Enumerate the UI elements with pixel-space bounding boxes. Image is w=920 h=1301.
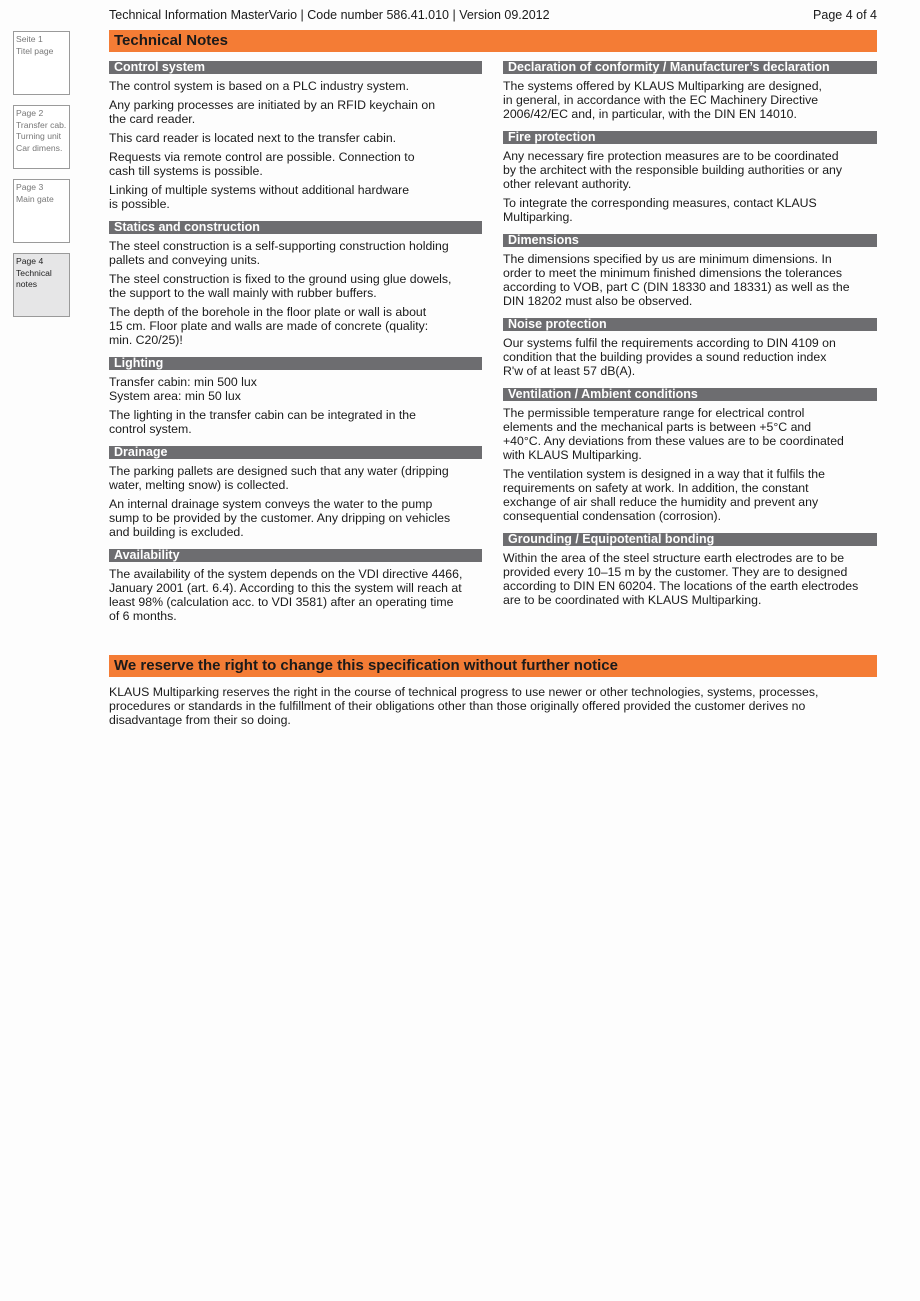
section-availability	[109, 549, 482, 623]
paragraph: The depth of the borehole in the floor plate or wall is about 15 cm. Floor plate and walls are made of concrete (quality: min. C20/25)!	[109, 305, 429, 347]
section-statics	[109, 221, 482, 347]
nav-page-label: Technical notes	[16, 267, 52, 289]
nav-page-number: Page 2	[16, 108, 44, 118]
nav-page-4[interactable]	[13, 253, 70, 317]
paragraph: To integrate the corresponding measures, contact KLAUS Multiparking.	[503, 196, 817, 224]
section-title: Statics and construction	[109, 221, 482, 234]
section-dimensions	[503, 234, 877, 308]
section-title: Fire protection	[503, 131, 877, 144]
paragraph: The control system is based on a PLC industry system.	[109, 79, 410, 93]
nav-page-number: Page 4	[16, 256, 44, 266]
nav-page-label: Transfer cab. Turning unit Car dimens.	[16, 119, 67, 153]
section-control-system	[109, 61, 482, 211]
section-title: Lighting	[109, 357, 482, 370]
nav-page-label: Titel page	[16, 45, 54, 56]
section-title: Grounding / Equipotential bonding	[503, 533, 877, 546]
main-title-banner: Technical Notes	[109, 30, 877, 52]
section-drainage	[109, 446, 482, 539]
nav-page-1[interactable]	[13, 31, 70, 95]
section-title: Dimensions	[503, 234, 877, 247]
document-title: Technical Information MasterVario | Code number 586.41.010 | Version 09.2012	[109, 8, 550, 22]
section-title: Availability	[109, 549, 482, 562]
section-noise-protection	[503, 318, 877, 378]
section-lighting	[109, 357, 482, 436]
paragraph: Requests via remote control are possible. Connection to cash till systems is possible.	[109, 150, 415, 178]
section-title: Drainage	[109, 446, 482, 459]
left-column	[109, 61, 482, 633]
paragraph: Linking of multiple systems without additional hardware is possible.	[109, 183, 410, 211]
paragraph: Within the area of the steel structure earth electrodes are to be provided every 10–15 m by the customer. They are to designed according to DIN EN 60204. The locations of the earth electrodes are to be coordinated with KLAUS Multiparking.	[503, 551, 859, 607]
paragraph: The parking pallets are designed such that any water (dripping water, melting snow) is collected.	[109, 464, 449, 492]
paragraph: Any necessary fire protection measures are to be coordinated by the architect with the responsible building authorities or any other relevant authority.	[503, 149, 843, 191]
nav-page-number: Page 3	[16, 182, 44, 192]
reserve-banner: We reserve the right to change this specification without further notice	[109, 655, 877, 677]
nav-page-label: Main gate	[16, 193, 54, 204]
reserve-text: KLAUS Multiparking reserves the right in the course of technical progress to use newer or other technologies, systems, processes, procedures or standards in the fulfillment of their obligations other than those originally offered provided the customer derives no disadvantage from their so doing.	[109, 685, 819, 727]
paragraph: The systems offered by KLAUS Multiparking are designed, in general, in accordance with the EC Machinery Directive 2006/42/EC and, in particular, with the DIN EN 14010.	[503, 79, 822, 121]
section-title: Control system	[109, 61, 482, 74]
paragraph: This card reader is located next to the transfer cabin.	[109, 131, 397, 145]
section-fire-protection	[503, 131, 877, 224]
right-column	[503, 61, 877, 617]
section-grounding	[503, 533, 877, 607]
page-number: Page 4 of 4	[813, 8, 877, 22]
nav-page-number: Seite 1	[16, 34, 43, 44]
paragraph: The permissible temperature range for electrical control elements and the mechanical parts is between +5°C and +40°C. Any deviations from these values are to be coordinated with KLAUS Multiparking.	[503, 406, 844, 462]
paragraph: The availability of the system depends on the VDI directive 4466, January 2001 (art. 6.4). According to this the system will reach at least 98% (calculation acc. to VDI 3581) after an operating time of 6 months.	[109, 567, 463, 623]
nav-page-3[interactable]	[13, 179, 70, 243]
page-nav	[13, 31, 70, 327]
paragraph: The steel construction is fixed to the ground using glue dowels, the support to the wall mainly with rubber buffers.	[109, 272, 452, 300]
section-title: Ventilation / Ambient conditions	[503, 388, 877, 401]
section-ventilation	[503, 388, 877, 523]
paragraph: The steel construction is a self-supporting construction holding pallets and conveying units.	[109, 239, 449, 267]
paragraph: Our systems fulfil the requirements according to DIN 4109 on condition that the building provides a sound reduction index R'w of at least 57 dB(A).	[503, 336, 836, 378]
section-conformity	[503, 61, 877, 121]
paragraph: An internal drainage system conveys the water to the pump sump to be provided by the customer. Any dripping on vehicles and building is excluded.	[109, 497, 451, 539]
page-header	[109, 8, 877, 22]
paragraph: Transfer cabin: min 500 lux System area: min 50 lux	[109, 375, 257, 403]
paragraph: The ventilation system is designed in a way that it fulfils the requirements on safety at work. In addition, the constant exchange of air shall reduce the humidity and prevent any consequential condensation (corrosion).	[503, 467, 825, 523]
paragraph: Any parking processes are initiated by an RFID keychain on the card reader.	[109, 98, 436, 126]
section-title: Declaration of conformity / Manufacturer’s declaration	[503, 61, 877, 74]
paragraph: The lighting in the transfer cabin can be integrated in the control system.	[109, 408, 416, 436]
section-title: Noise protection	[503, 318, 877, 331]
paragraph: The dimensions specified by us are minimum dimensions. In order to meet the minimum finished dimensions the tolerances according to VOB, part C (DIN 18330 and 18331) as well as the DIN 18202 must also be observed.	[503, 252, 850, 308]
nav-page-2[interactable]	[13, 105, 70, 169]
